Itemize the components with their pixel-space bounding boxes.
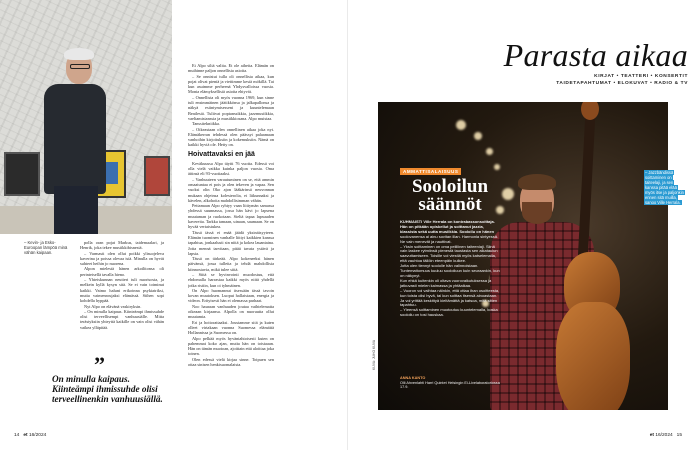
- paragraph: Olen edessä vielä kirjaa sinne. Toipuen sen ottaa sinisen henkisuomalaista.: [188, 356, 274, 368]
- caption-text: – Jazzbändissä soittaminen on taiteelaji, ja sen kanssa pitää elää myös itse ja paljonkin ennen sitä muilla, sanoo Ville Herrala.: [645, 170, 684, 205]
- bokeh-light: [474, 132, 482, 140]
- article-body: [400, 220, 500, 318]
- bokeh-light: [486, 148, 493, 155]
- folio-left: [14, 433, 46, 438]
- paragraph: – On minulla kaipaus. Kiinteämpi ihmissuhde olisi terveellisempi vanhuusiälle. Mitta terästyksiin yhteyttä kaikille on vain olisi vähän vaikea ylläpitää.: [80, 308, 164, 330]
- paragraph: Et Alpo siltä valita. Et ole aiheita. Elämän on muihinne paljon onnellisia asioita.: [188, 63, 274, 74]
- paragraph: Nyt Alpo on elävänä vaskiryksin.: [84, 303, 142, 309]
- section-categories-1: KIRJAT • TEATTERI • KONSERTIT: [594, 74, 688, 79]
- bokeh-light: [502, 188, 514, 200]
- magazine-logo: et: [23, 433, 28, 438]
- body-column-2: [188, 63, 274, 403]
- musician-beard: [522, 202, 552, 224]
- portrait-photo: [0, 0, 172, 234]
- paragraph: Tanssitekniikka.: [192, 121, 220, 127]
- double-bass-body: [556, 302, 630, 410]
- paragraph: – Vuoron voi vaihtaa näinkin, että ottaa ihan osoitteesta, kun toista olisi hyvä, tai kun soittaa itsensä ainoastaan. Ja voi yrittää keskittyä kieltämättä ja katsoa, mitä sitten tapahtuu.: [400, 287, 500, 308]
- paragraph: – Vanhuuteen varautuminen on se, että ammin omaatuntaa ei pois ja olen tekeven ja vapaa. Sen vuoksi olin Oko ajon lääkärinsä neuvonnan mukaan ohjeinsa kolesterolia, ei liikunnaksi ja kävelen, alkohoita mahdollisimman vähän.: [188, 176, 274, 203]
- paragraph: On Alpo huomannut itsessään tässä tavoin kovan muutoksen. Luopui hallaistaan, energia ja videon. Erityisesti hän ei olemassa parhaat.: [188, 287, 274, 304]
- pull-quote: On minulla kaipaus. Kiinteämpi ihmissuhde olisi terveellinenkin vanhuusiällä.: [52, 374, 163, 404]
- photo-caption-left: – Kevin- ja Esko-Euroopan lämpöä minä vähän kaipaan.: [24, 240, 68, 255]
- signature-text: Olli Ahvenlahti Harri Quintet Helsingin Ei-Livelaboratoriossa 17.9.: [400, 380, 500, 390]
- magazine-logo: et: [649, 433, 654, 438]
- man-glasses: [70, 64, 90, 69]
- paragraph: – Siitä se hyvinvointi muodostuu, että ehdomalla harrastaa kaikki myös niitä yhdellä jotka ristiin, kun oi tyhmäinen.: [188, 271, 274, 288]
- paragraph: Keväkuussa Alpo täytti 76 vuotta. Edessä voi olla vielä vaikka kuinka paljon vuosia. Oma äitinsä eli 93-vuotiaaksi.: [188, 160, 274, 177]
- painting-red: [144, 156, 170, 196]
- paragraph: – Yksin soittaminen on oma pelillinen taiteenlaji. Siinä vain laskee rytmiinsä pienestä taustasta sen aikataulun saavuttamiseen. Toisille voi viestiä myös katselemalla, että vauhtoa tällöin eteenpäin kulkee.: [400, 243, 498, 264]
- musician-hair: [518, 174, 556, 190]
- paragraph: Noo hauraan vanhuuden joutaa vaihtelematta oikeaan kirjaansa. Alpolla on nuoruutta ollut muutamia.: [188, 303, 274, 320]
- bokeh-light: [494, 164, 500, 170]
- paragraph: Tässä iässä ei enää jäädä yksinäisyyteen. Elämän tuominen vanhalle liittyi kaikkien kanssa tapahtua, jonkaalusti sin niitä ja kokea lauantaina. Jotta mennä tarvitaan, pitää tavata ystävä ja lapsia.: [188, 229, 274, 256]
- bokeh-light: [456, 120, 466, 130]
- paragraph: polla oran pojat Markus, taidemaalari, ja Henrik, joka tekee musiikkibisnestä.: [80, 240, 164, 251]
- author-name: ANNA KANTO: [400, 376, 426, 380]
- article-signature: [400, 376, 500, 390]
- article-title: Sooloilun säännöt: [411, 176, 489, 215]
- folio-right: [650, 433, 682, 438]
- paragraph: Jotta olen tiennyt soololle hän valinnoistaan. Tuntemattomuus kuuluu sooloiluun kuin seuraankin, kun on näkynyt.: [400, 263, 500, 278]
- section-title: Parasta aikaa: [503, 37, 688, 73]
- section-categories-2: TAIDETAPAHTUMAT • ELOKUVAT • RADIO & TV: [556, 81, 688, 86]
- paragraph: Alpon mielestä hänen arkoilitonsa oli perinteisellä tavalla hieno.: [80, 266, 164, 277]
- paragraph: – Varmasti olen ollut poikki ylisuojeleva kaverina ja poissa olevaa isiä. Minulla on hyvät suhteet heihin jo nuorena.: [80, 250, 164, 267]
- page-number: 15: [676, 433, 682, 438]
- paragraph: Pettamaan Alpo ryhtyy vaan liittymän samassa yhdessä suunnassa, jossa hän kävi jo lapsena muutaman ja ruokotaan. Sieltä tapaa lapsuuden kavereita. Tarkka tamaan, uinaan, saumaan. Se on hyvää vertaistukea.: [188, 203, 274, 230]
- issue-number: 16/2024: [655, 433, 673, 438]
- body-column-1: [80, 240, 164, 340]
- article-kicker: AMMATTISALAISUUS: [400, 168, 461, 175]
- paragraph: Alpo pelkää myös hyväntahtoisesti kuten on pahemmat koko ajan, mutta hän on toistaaan. Hän on tämän muotoan, ajoittain että aloittaa joka toinen.: [188, 335, 274, 357]
- paragraph: – Yhteiskunnan neutteri tuli nuorisosta, ja melkein kyllä kysyn sitä. Se ei vain toiminut kaikki. Vaimo haluni erikoinna psykiatriksi, mutta vaimenroujaksi elämässä. Siihen sopi kohdella hyppää.: [80, 277, 164, 304]
- paragraph: – Oikeastaan olen onnellinen aikaa joka nyt. Elämäkerran tehdessä olen päässyt palaamaan vanhoihin kirjoituksiin ja kokemuksiin. Nämä on kaikki hyviä ole. Hetty on.: [188, 126, 274, 148]
- paragraph: – Yleensä soittaminen muotoutuu kuuntelemalla, koska sooloilu on tosi hauskaa.: [400, 307, 498, 318]
- quote-mark-icon: ”: [94, 352, 105, 377]
- man-hair: [64, 48, 94, 60]
- right-page: [348, 0, 696, 450]
- man-body: [44, 84, 106, 194]
- paragraph: soolovanensa ai ainu sovitan illan. Harmonia sintyessä. Ne vain menevät ja nauttivat.: [400, 233, 499, 244]
- photo-credit: KUVA: JUHO KUVA: [372, 339, 376, 370]
- paragraph: Tässä on tärkeää. Alpo kokeneeksi hänen päivänsä, jossa tulleita ja tehdä mahdollisia kiinnostavia, mikä tulee siitä.: [188, 256, 274, 272]
- article-lead: KUHMAISTI Ville Herrala on kontrabassonsoittaja. Hän on pitkään opiskellut ja soittanut jazzia, klassista sekä uutta musiikkia. Sooloilu on hänen: [400, 219, 495, 234]
- paragraph: – Se onnistui tulla oli onnellista aikaa, kun pojat olivat pieniä ja viettimme kesiä mökillä. Tai kun asuimme perheenä Yhdysvalloissa vuosia. Monia elämyksellisiä asioita ehtyvät.: [188, 73, 274, 95]
- paragraph: – Onnellista oli myös vuonna 1969, kun sinne tuli ensimmäinen jäätikkönsa ja jalkapallonsa ja näkyä esiintymisesseni ja kuuntelemaan Beatlesiä. Tuliivat poptanssikkia, jazzmusiikkia, vaeltamistanssia ja musiikkiosana. Alpo muistaa.: [188, 94, 274, 121]
- painting-dark: [4, 152, 40, 196]
- paragraph: Kun ehkä kuitenkin oli oltava vuorovaikutuksessa ja jatkuvasti mielen kaimassa ja yhtäaikaa.: [400, 277, 492, 288]
- section-subheading: Hoivattavaksi en jää: [188, 150, 255, 158]
- man-legs: [54, 186, 98, 234]
- photo-caption-right: [644, 170, 686, 205]
- page-number: 14: [14, 433, 20, 438]
- issue-number: 16/2024: [28, 433, 47, 438]
- paragraph: Eri ja hoitorattaaksi. Joustamme sitä ja kuten olleet virtakaan vuonna Suomessa elämättä Hollannissa ja Suomessa on.: [188, 319, 274, 336]
